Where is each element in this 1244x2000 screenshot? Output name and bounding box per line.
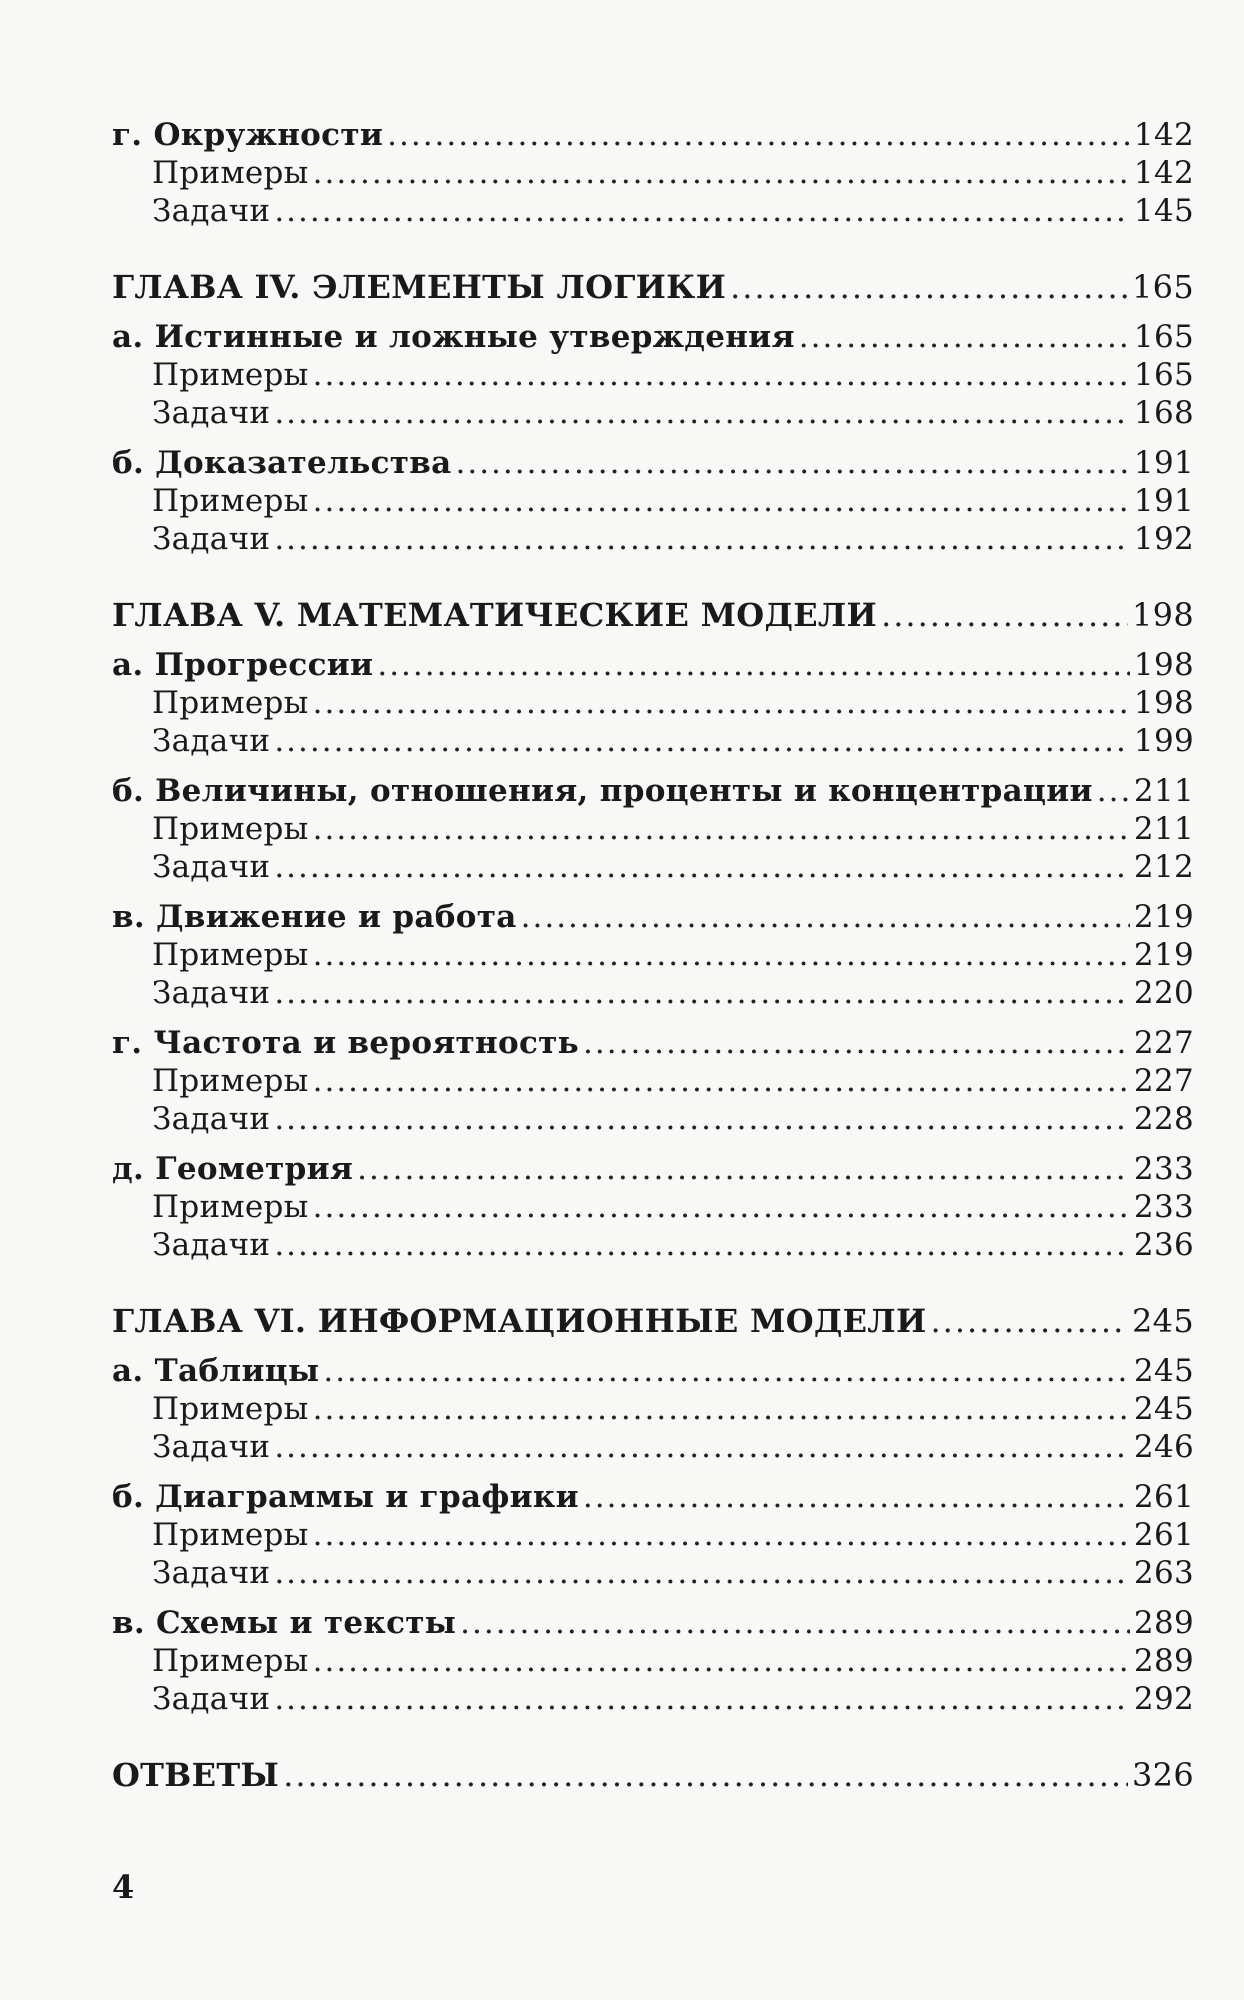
toc-section-row: [112, 1024, 1194, 1062]
toc-entry-page: 168: [1133, 395, 1194, 431]
toc-spacer: [112, 306, 1194, 318]
toc-spacer: [112, 1138, 1194, 1150]
dot-leader: [274, 722, 1130, 760]
toc-spacer: [112, 1264, 1194, 1302]
toc-sub-row: [112, 722, 1194, 760]
toc-sub-row: [112, 192, 1194, 230]
toc-entry-title: Задачи: [152, 1681, 271, 1717]
toc-entry-page: 289: [1133, 1643, 1194, 1679]
toc-spacer: [112, 432, 1194, 444]
toc-entry-title: Задачи: [152, 1227, 271, 1263]
dot-leader: [313, 356, 1130, 394]
toc-entry-title: Задачи: [152, 521, 271, 557]
toc-sub-row: [112, 394, 1194, 432]
toc-entry-title: Примеры: [152, 1643, 309, 1679]
toc-sub-row: [112, 848, 1194, 886]
toc-sub-row: [112, 1226, 1194, 1264]
page-number: 4: [112, 1868, 135, 1906]
toc-entry-page: 245: [1133, 1391, 1194, 1427]
dot-leader: [377, 646, 1130, 684]
toc-entry-page: 261: [1133, 1479, 1194, 1515]
dot-leader: [313, 810, 1130, 848]
toc-sub-row: [112, 1680, 1194, 1718]
toc-entry-title: Задачи: [152, 395, 271, 431]
dot-leader: [323, 1352, 1130, 1390]
dot-leader: [583, 1478, 1130, 1516]
toc-entry-title: ГЛАВА V. МАТЕМАТИЧЕСКИЕ МОДЕЛИ: [112, 596, 878, 634]
toc-entry-title: Примеры: [152, 357, 309, 393]
toc-sub-row: [112, 154, 1194, 192]
toc-entry-title: ОТВЕТЫ: [112, 1756, 280, 1794]
toc-sub-row: [112, 810, 1194, 848]
toc-entry-title: Примеры: [152, 1063, 309, 1099]
dot-leader: [1097, 772, 1130, 810]
dot-leader: [274, 1428, 1130, 1466]
dot-leader: [460, 1604, 1130, 1642]
toc-entry-title: Задачи: [152, 723, 271, 759]
toc-chapter-row: [112, 596, 1194, 634]
toc-entry-title: ГЛАВА VI. ИНФОРМАЦИОННЫЕ МОДЕЛИ: [112, 1302, 927, 1340]
toc-sub-row: [112, 1642, 1194, 1680]
toc-entry-page: 191: [1133, 445, 1194, 481]
dot-leader: [274, 1100, 1130, 1138]
toc-spacer: [112, 1592, 1194, 1604]
dot-leader: [274, 1554, 1130, 1592]
dot-leader: [313, 482, 1130, 520]
dot-leader: [274, 192, 1130, 230]
toc-sub-row: [112, 1062, 1194, 1100]
dot-leader: [274, 848, 1130, 886]
toc-entry-title: Примеры: [152, 483, 309, 519]
toc-sub-row: [112, 482, 1194, 520]
dot-leader: [274, 520, 1130, 558]
toc-sub-row: [112, 1188, 1194, 1226]
toc-entry-title: г. Окружности: [112, 117, 384, 153]
toc-entry-title: Примеры: [152, 1391, 309, 1427]
toc-entry-title: в. Схемы и тексты: [112, 1605, 457, 1641]
toc-entry-page: 233: [1133, 1189, 1194, 1225]
toc-entry-page: 191: [1133, 483, 1194, 519]
toc-entry-page: 198: [1133, 685, 1194, 721]
toc-entry-page: 227: [1133, 1063, 1194, 1099]
toc-section-row: [112, 646, 1194, 684]
toc-entry-title: Задачи: [152, 849, 271, 885]
toc-entry-page: 199: [1133, 723, 1194, 759]
toc-section-row: [112, 772, 1194, 810]
toc-spacer: [112, 760, 1194, 772]
toc-chapter-row: [112, 1756, 1194, 1794]
dot-leader: [283, 1756, 1128, 1794]
toc-sub-row: [112, 684, 1194, 722]
toc-entry-page: 246: [1133, 1429, 1194, 1465]
dot-leader: [730, 268, 1128, 306]
toc-spacer: [112, 1466, 1194, 1478]
toc-entry-page: 326: [1132, 1756, 1194, 1794]
dot-leader: [583, 1024, 1130, 1062]
dot-leader: [313, 1516, 1130, 1554]
toc-entry-page: 142: [1133, 117, 1194, 153]
toc-entry-title: Примеры: [152, 811, 309, 847]
toc-spacer: [112, 1718, 1194, 1756]
dot-leader: [313, 1062, 1130, 1100]
dot-leader: [799, 318, 1130, 356]
toc-entry-page: 261: [1133, 1517, 1194, 1553]
toc-entry-page: 220: [1133, 975, 1194, 1011]
dot-leader: [387, 116, 1130, 154]
toc-entry-page: 245: [1133, 1353, 1194, 1389]
toc-section-row: [112, 1478, 1194, 1516]
toc-entry-page: 165: [1133, 319, 1194, 355]
toc-entry-page: 292: [1133, 1681, 1194, 1717]
dot-leader: [313, 684, 1130, 722]
toc-entry-title: Задачи: [152, 1429, 271, 1465]
toc-section-row: [112, 116, 1194, 154]
toc-spacer: [112, 634, 1194, 646]
toc-entry-title: Примеры: [152, 685, 309, 721]
toc-entry-title: б. Величины, отношения, проценты и концентрации: [112, 773, 1093, 809]
dot-leader: [313, 936, 1130, 974]
toc-entry-title: Примеры: [152, 155, 309, 191]
toc-entry-page: 228: [1133, 1101, 1194, 1137]
dot-leader: [456, 444, 1130, 482]
toc-entry-title: Примеры: [152, 937, 309, 973]
toc-entry-page: 211: [1133, 811, 1194, 847]
toc-entry-page: 263: [1133, 1555, 1194, 1591]
toc-spacer: [112, 230, 1194, 268]
toc-entry-title: Задачи: [152, 975, 271, 1011]
toc-entry-page: 236: [1133, 1227, 1194, 1263]
toc-entry-title: а. Таблицы: [112, 1353, 320, 1389]
dot-leader: [274, 1680, 1130, 1718]
dot-leader: [313, 154, 1130, 192]
toc-spacer: [112, 558, 1194, 596]
dot-leader: [274, 394, 1130, 432]
toc-section-row: [112, 1150, 1194, 1188]
dot-leader: [357, 1150, 1130, 1188]
toc-entry-page: 192: [1133, 521, 1194, 557]
toc-section-row: [112, 444, 1194, 482]
toc-spacer: [112, 1340, 1194, 1352]
toc-entry-page: 211: [1133, 773, 1194, 809]
toc-chapter-row: [112, 1302, 1194, 1340]
toc-spacer: [112, 1012, 1194, 1024]
dot-leader: [881, 596, 1128, 634]
toc-sub-row: [112, 1516, 1194, 1554]
toc-entry-page: 165: [1132, 268, 1194, 306]
toc-sub-row: [112, 1100, 1194, 1138]
toc-spacer: [112, 886, 1194, 898]
dot-leader: [313, 1390, 1130, 1428]
toc-section-row: [112, 1352, 1194, 1390]
dot-leader: [313, 1642, 1130, 1680]
toc-section-row: [112, 898, 1194, 936]
toc-entry-page: 219: [1133, 937, 1194, 973]
toc-entry-title: Задачи: [152, 193, 271, 229]
toc-chapter-row: [112, 268, 1194, 306]
toc-entry-title: г. Частота и вероятность: [112, 1025, 580, 1061]
toc-entry-page: 245: [1132, 1302, 1194, 1340]
toc-entry-title: д. Геометрия: [112, 1151, 354, 1187]
toc-sub-row: [112, 356, 1194, 394]
toc-sub-row: [112, 1554, 1194, 1592]
toc-sub-row: [112, 520, 1194, 558]
dot-leader: [931, 1302, 1129, 1340]
toc-entry-page: 145: [1133, 193, 1194, 229]
toc-sub-row: [112, 1428, 1194, 1466]
toc-entry-page: 219: [1133, 899, 1194, 935]
toc-entry-page: 227: [1133, 1025, 1194, 1061]
toc-sub-row: [112, 974, 1194, 1012]
toc-sub-row: [112, 1390, 1194, 1428]
dot-leader: [274, 1226, 1130, 1264]
dot-leader: [274, 974, 1130, 1012]
toc-entry-title: Задачи: [152, 1101, 271, 1137]
toc-entry-title: в. Движение и работа: [112, 899, 517, 935]
toc-entry-title: а. Прогрессии: [112, 647, 374, 683]
toc-entry-title: б. Диаграммы и графики: [112, 1479, 579, 1515]
toc-entry-page: 289: [1133, 1605, 1194, 1641]
toc-entry-title: Примеры: [152, 1189, 309, 1225]
toc-entry-title: Задачи: [152, 1555, 271, 1591]
toc-entry-title: ГЛАВА IV. ЭЛЕМЕНТЫ ЛОГИКИ: [112, 268, 727, 306]
toc-entry-page: 198: [1133, 647, 1194, 683]
toc-entry-page: 212: [1133, 849, 1194, 885]
toc-entry-title: Примеры: [152, 1517, 309, 1553]
toc-entry-page: 142: [1133, 155, 1194, 191]
toc-entry-page: 165: [1133, 357, 1194, 393]
toc-section-row: [112, 318, 1194, 356]
toc-entry-page: 233: [1133, 1151, 1194, 1187]
dot-leader: [313, 1188, 1130, 1226]
dot-leader: [521, 898, 1130, 936]
table-of-contents: [112, 116, 1194, 1794]
toc-entry-title: б. Доказательства: [112, 445, 452, 481]
toc-entry-title: а. Истинные и ложные утверждения: [112, 319, 795, 355]
toc-section-row: [112, 1604, 1194, 1642]
toc-entry-page: 198: [1132, 596, 1194, 634]
toc-sub-row: [112, 936, 1194, 974]
